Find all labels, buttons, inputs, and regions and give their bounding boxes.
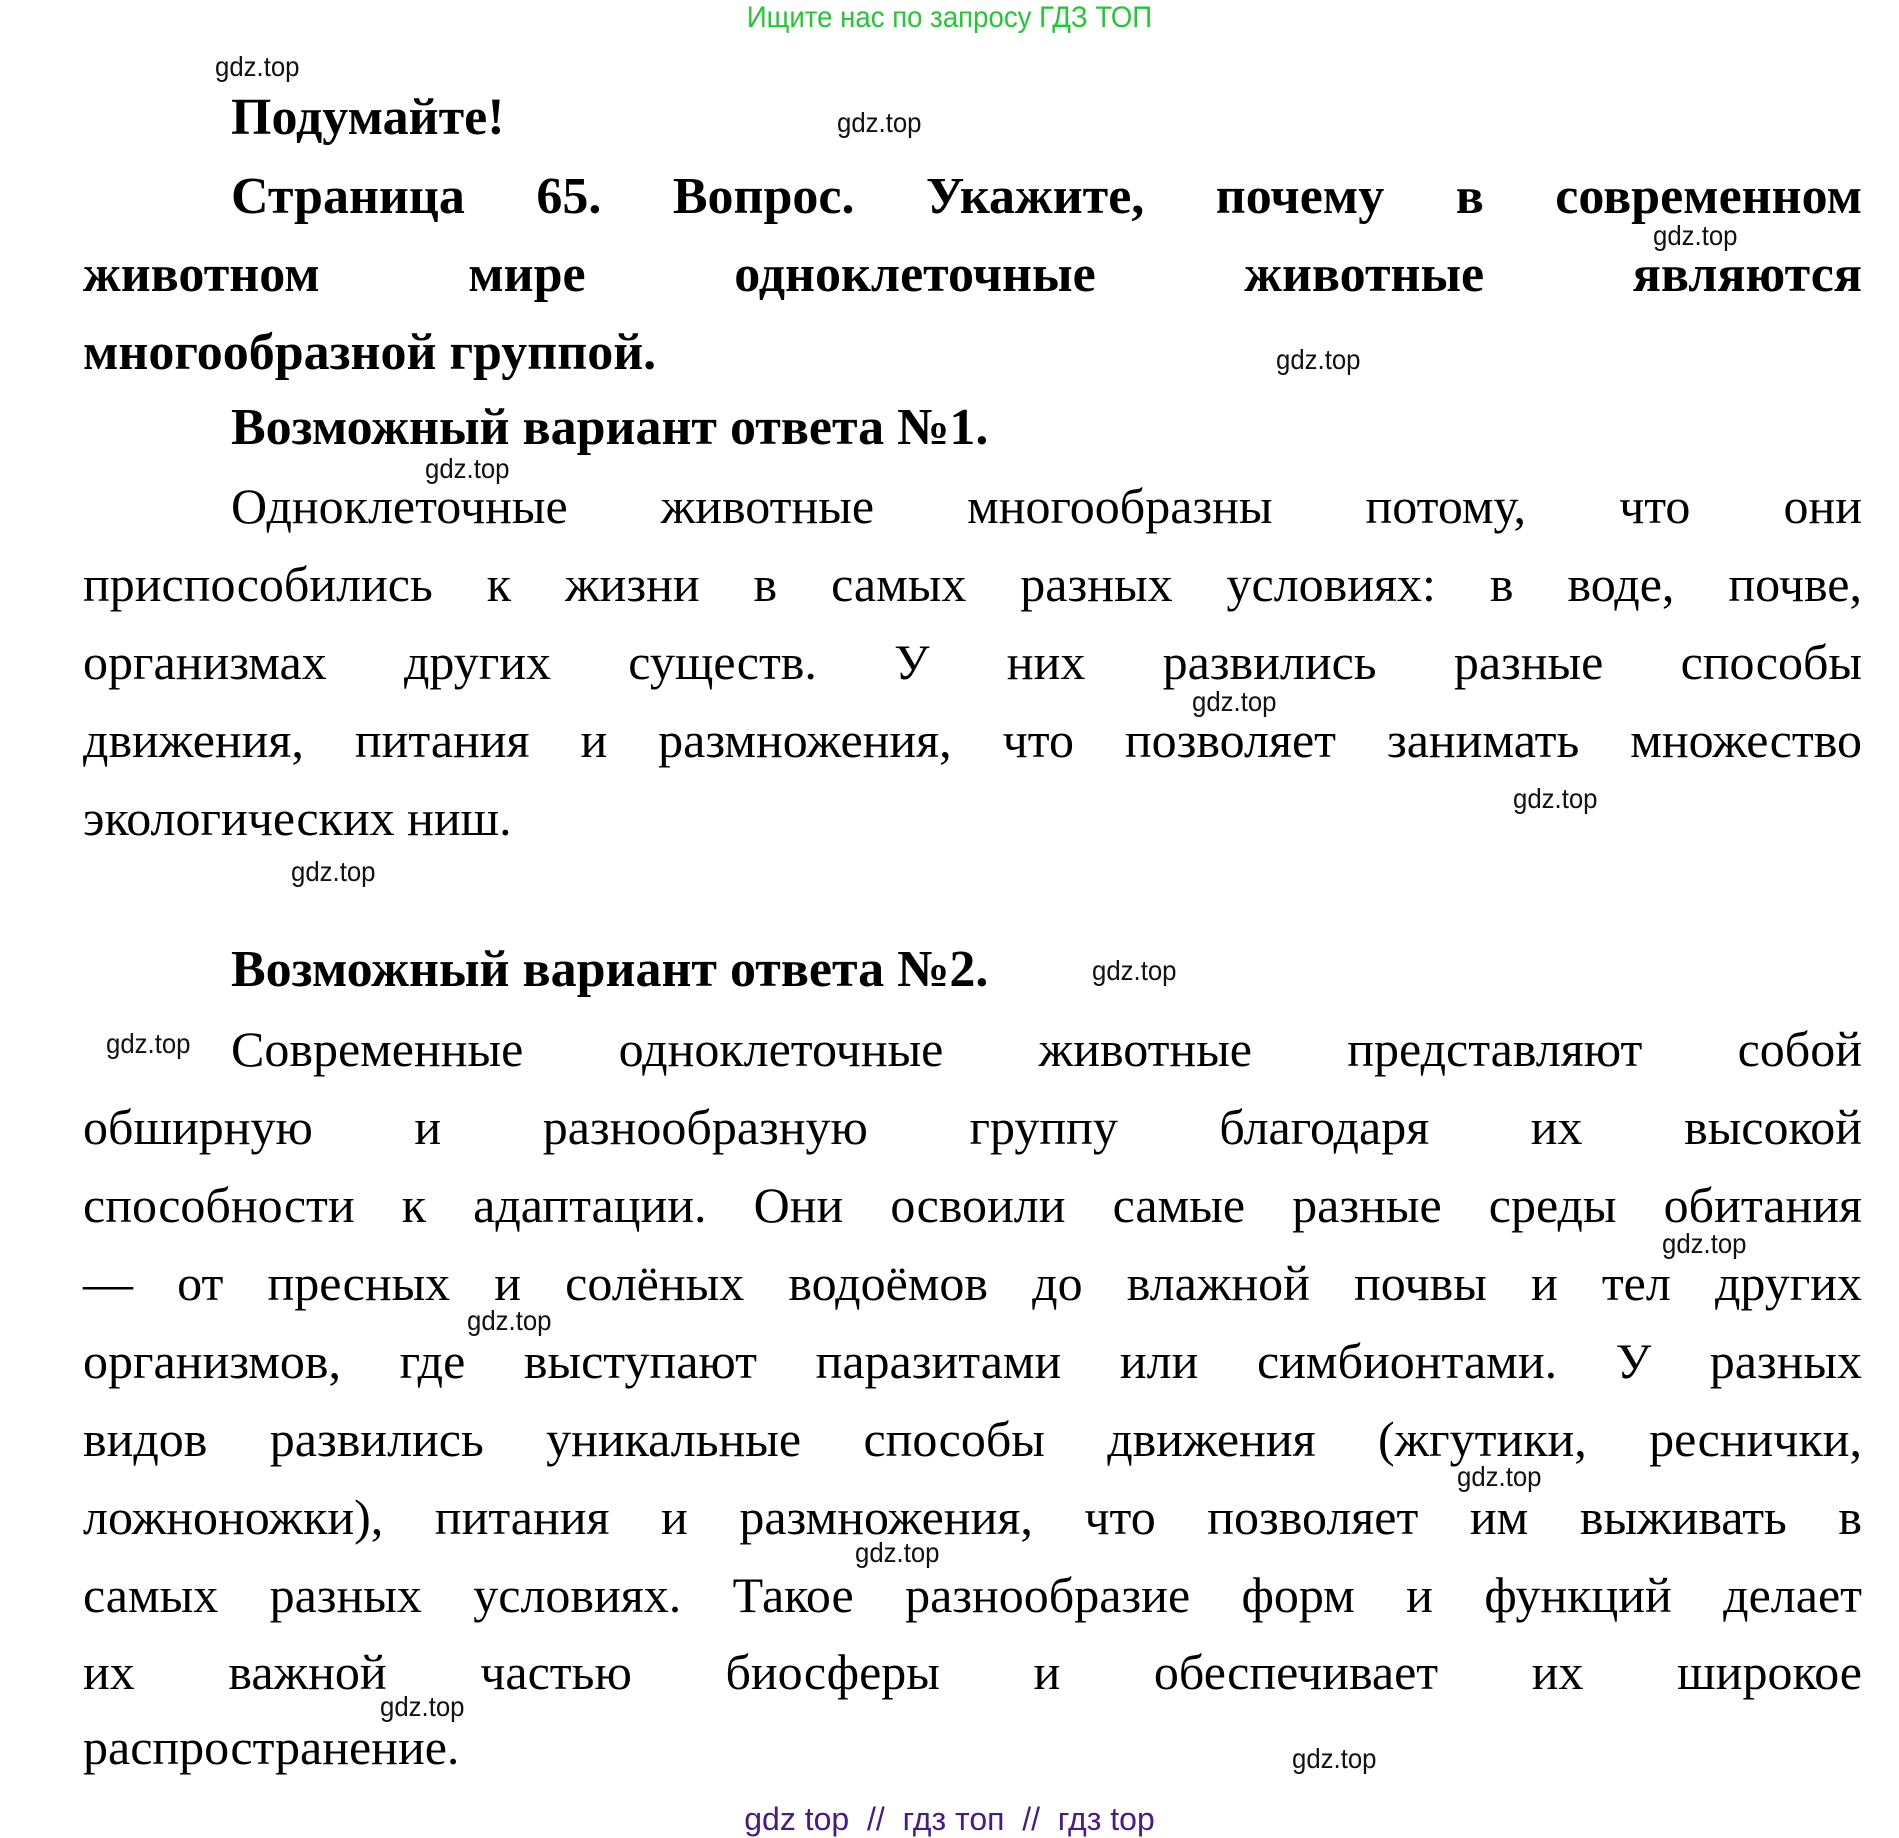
watermark: gdz.top: [1092, 955, 1177, 986]
page-title: Подумайте!: [231, 89, 505, 146]
question-line: животном мире одноклеточные животные являются: [83, 246, 1862, 303]
answer-line: Одноклеточные животные многообразны потому, что они: [231, 478, 1862, 534]
search-banner: Ищите нас по запросу ГДЗ ТОП: [746, 1, 1153, 34]
answer-line: способности к адаптации. Они освоили самые разные среды обитания: [83, 1177, 1862, 1233]
answer-line: — от пресных и солёных водоёмов до влажной почвы и тел других: [83, 1255, 1862, 1311]
answer-line: обширную и разнообразную группу благодаря их высокой: [83, 1099, 1862, 1155]
answer-line: организмов, где выступают паразитами или симбионтами. У разных: [83, 1333, 1862, 1389]
watermark: gdz.top: [106, 1028, 191, 1059]
watermark: gdz.top: [215, 51, 300, 82]
answer-line: их важной частью биосферы и обеспечивает их широкое: [83, 1644, 1862, 1700]
answer-line: видов развились уникальные способы движения (жгутики, реснички,: [83, 1411, 1862, 1467]
watermark: gdz.top: [1192, 686, 1277, 717]
watermark: gdz.top: [380, 1691, 465, 1722]
watermark: gdz.top: [1292, 1743, 1377, 1774]
answer-line: Современные одноклеточные животные представляют собой: [231, 1021, 1862, 1077]
answer-line: движения, питания и размножения, что позволяет занимать множество: [83, 712, 1862, 768]
watermark: gdz.top: [1513, 783, 1598, 814]
watermark: gdz.top: [1662, 1228, 1747, 1259]
watermark: gdz.top: [1276, 344, 1361, 375]
answer-line: самых разных условиях. Такое разнообразие форм и функций делает: [83, 1567, 1862, 1623]
answer-1-heading: Возможный вариант ответа №1.: [231, 399, 989, 456]
answer-2-heading: Возможный вариант ответа №2.: [231, 941, 989, 998]
answer-line: ложноножки), питания и размножения, что позволяет им выживать в: [83, 1489, 1862, 1545]
watermark: gdz.top: [1653, 220, 1738, 251]
question-line: Страница 65. Вопрос. Укажите, почему в современном: [231, 168, 1862, 225]
watermark: gdz.top: [425, 453, 510, 484]
watermark: gdz.top: [855, 1537, 940, 1568]
watermark: gdz.top: [837, 107, 922, 138]
watermark: gdz.top: [291, 856, 376, 887]
watermark: gdz.top: [1457, 1461, 1542, 1492]
watermark: gdz.top: [467, 1305, 552, 1336]
question-line: многообразной группой.: [83, 324, 657, 381]
answer-line: распространение.: [83, 1719, 460, 1775]
answer-line: экологических ниш.: [83, 790, 512, 846]
answer-line: приспособились к жизни в самых разных условиях: в воде, почве,: [83, 556, 1862, 612]
answer-line: организмах других существ. У них развились разные способы: [83, 634, 1862, 690]
footer-links: gdz top // гдз топ // гдз top: [744, 1801, 1155, 1837]
